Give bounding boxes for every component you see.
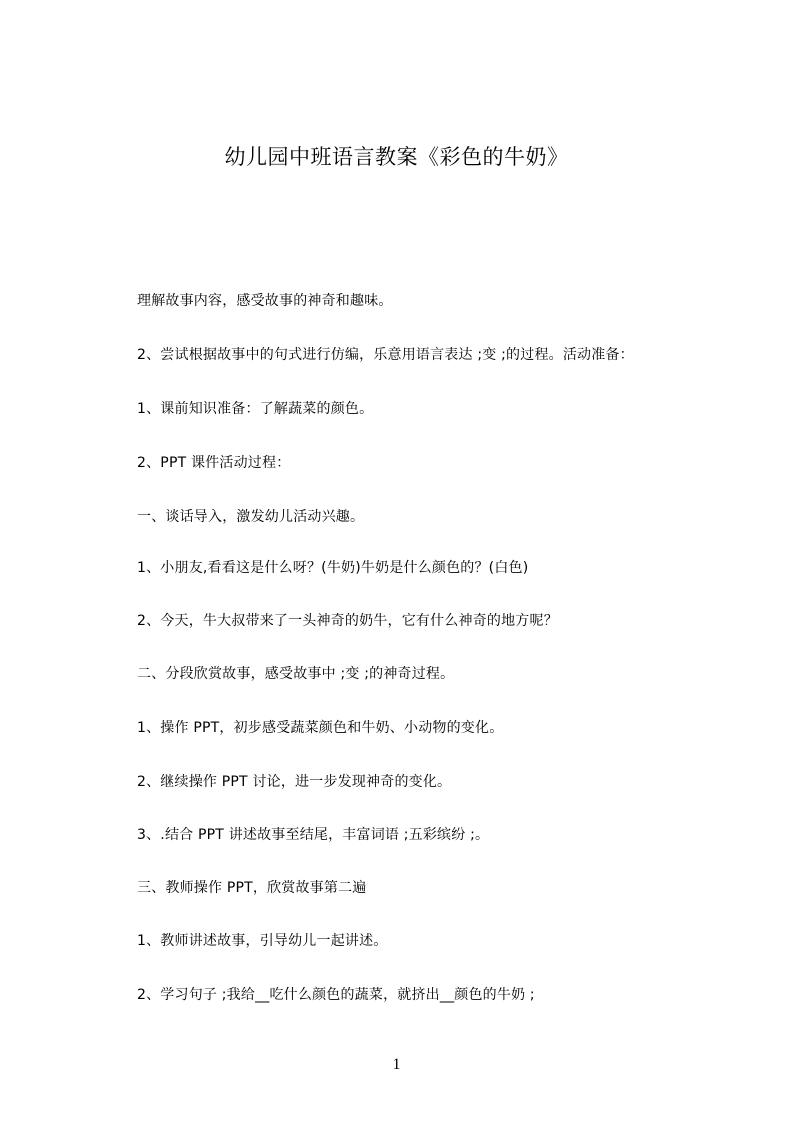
paragraph-9: 1、操作 PPT，初步感受蔬菜颜色和牛奶、小动物的变化。 xyxy=(137,720,504,736)
paragraph-10: 2、继续操作 PPT 讨论，进一步发现神奇的变化。 xyxy=(137,774,452,790)
paragraph-14: 2、学习句子 ;我给__吃什么颜色的蔬菜，就挤出__颜色的牛奶 ; xyxy=(137,987,535,1003)
paragraph-3: 1、课前知识准备：了解蔬菜的颜色。 xyxy=(137,401,374,417)
paragraph-5: 一、谈话导入，激发幼儿活动兴趣。 xyxy=(137,509,365,525)
paragraph-11: 3、.结合 PPT 讲述故事至结尾，丰富词语 ;五彩缤纷 ;。 xyxy=(137,827,490,843)
paragraph-1: 理解故事内容，感受故事的神奇和趣味。 xyxy=(137,293,393,309)
paragraph-8: 二、分段欣赏故事，感受故事中 ;变 ;的神奇过程。 xyxy=(137,666,455,682)
document-title: 幼儿园中班语言教案《彩色的牛奶》 xyxy=(224,145,569,169)
paragraph-4: 2、PPT 课件活动过程： xyxy=(137,455,291,471)
paragraph-7: 2、今天，牛大叔带来了一头神奇的奶牛，它有什么神奇的地方呢？ xyxy=(137,613,558,629)
paragraph-2: 2、尝试根据故事中的句式进行仿编，乐意用语言表达 ;变 ;的过程。活动准备： xyxy=(137,347,634,363)
paragraph-6: 1、小朋友,看看这是什么呀？(牛奶)牛奶是什么颜色的？(白色) xyxy=(137,560,529,576)
page-number: 1 xyxy=(392,1056,401,1073)
paragraph-12: 三、教师操作 PPT，欣赏故事第二遍 xyxy=(137,880,367,896)
paragraph-13: 1、教师讲述故事，引导幼儿一起讲述。 xyxy=(137,933,388,949)
